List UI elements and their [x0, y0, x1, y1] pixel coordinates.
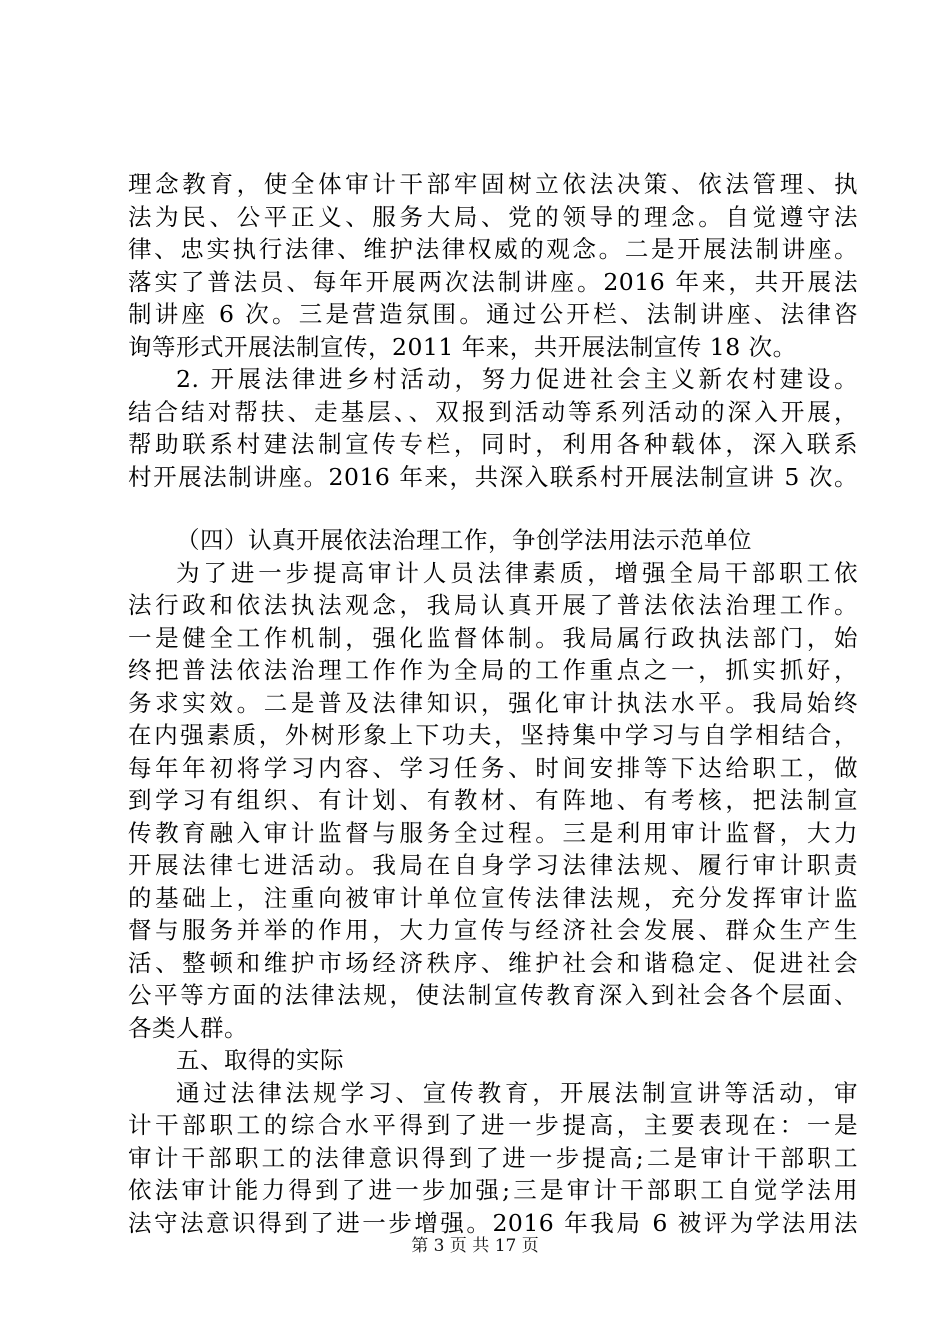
text-line: 法行政和依法执法观念，我局认真开展了普法依法治理工作。 [128, 591, 858, 619]
text-line: 在内强素质，外树形象上下功夫，坚持集中学习与自学相结合， [128, 721, 858, 749]
text-line: 开展法律七进活动。我局在自身学习法律法规、履行审计职责 [128, 851, 858, 879]
text-line: 督与服务并举的作用，大力宣传与经济社会发展、群众生产生 [128, 916, 858, 944]
section-heading: 五、取得的实际 [176, 1046, 344, 1074]
body-text [128, 168, 858, 1239]
text-line: 公平等方面的法律法规，使法制宣传教育深入到社会各个层面、 [128, 981, 858, 1009]
text-line: 一是健全工作机制，强化监督体制。我局属行政执法部门，始 [128, 623, 858, 652]
text-line: 终把普法依法治理工作作为全局的工作重点之一，抓实抓好， [128, 656, 858, 684]
page-number-footer: 第 3 页 共 17 页 [411, 1236, 539, 1256]
text-line: 每年年初将学习内容、学习任务、时间安排等下达给职工，做 [128, 753, 858, 782]
text-line: 法为民、公平正义、服务大局、党的领导的理念。自觉遵守法 [128, 202, 858, 231]
text-line: 制讲座 6 次。三是营造氛围。通过公开栏、法制讲座、法律咨 [128, 300, 858, 328]
text-line: 理念教育，使全体审计干部牢固树立依法决策、依法管理、执 [128, 170, 858, 198]
text-line: 活、整顿和维护市场经济秩序、维护社会和谐稳定、促进社会 [128, 948, 858, 977]
text-line: 的基础上，注重向被审计单位宣传法律法规，充分发挥审计监 [128, 883, 858, 912]
text-line: 为了进一步提高审计人员法律素质，增强全局干部职工依 [176, 558, 858, 587]
text-line: 务求实效。二是普及法律知识，强化审计执法水平。我局始终 [128, 688, 858, 717]
text-line: 2. 开展法律进乡村活动，努力促进社会主义新农村建设。 [176, 365, 858, 393]
text-line: 法守法意识得到了进一步增强。2016 年我局 6 被评为学法用法 [128, 1208, 858, 1237]
text-line: 计干部职工的综合水平得到了进一步提高，主要表现在：一是 [128, 1111, 858, 1139]
text-line: 询等形式开展法制宣传，2011 年来，共开展法制宣传 18 次。 [128, 332, 797, 361]
text-line: 落实了普法员、每年开展两次法制讲座。2016 年来，共开展法 [128, 267, 858, 296]
text-line: 依法审计能力得到了进一步加强;三是审计干部职工自觉学法用 [128, 1176, 858, 1204]
text-line: 律、忠实执行法律、维护法律权威的观念。二是开展法制讲座。 [128, 235, 858, 263]
text-line: 村开展法制讲座。2016 年来，共深入联系村开展法制宣讲 5 次。 [128, 462, 858, 491]
text-line: 传教育融入审计监督与服务全过程。三是利用审计监督，大力 [128, 818, 858, 847]
text-line: 各类人群。 [128, 1013, 248, 1042]
text-line: 帮助联系村建法制宣传专栏，同时，利用各种载体，深入联系 [128, 430, 858, 458]
text-line: 结合结对帮扶、走基层、、双报到活动等系列活动的深入开展， [128, 397, 858, 426]
text-line: 审计干部职工的法律意识得到了进一步提高;二是审计干部职工 [128, 1143, 858, 1172]
text-line: 通过法律法规学习、宣传教育，开展法制宣讲等活动，审 [176, 1078, 858, 1107]
text-line: 到学习有组织、有计划、有教材、有阵地、有考核，把法制宣 [128, 786, 858, 814]
section-heading: （四）认真开展依法治理工作，争创学法用法示范单位 [176, 526, 752, 554]
